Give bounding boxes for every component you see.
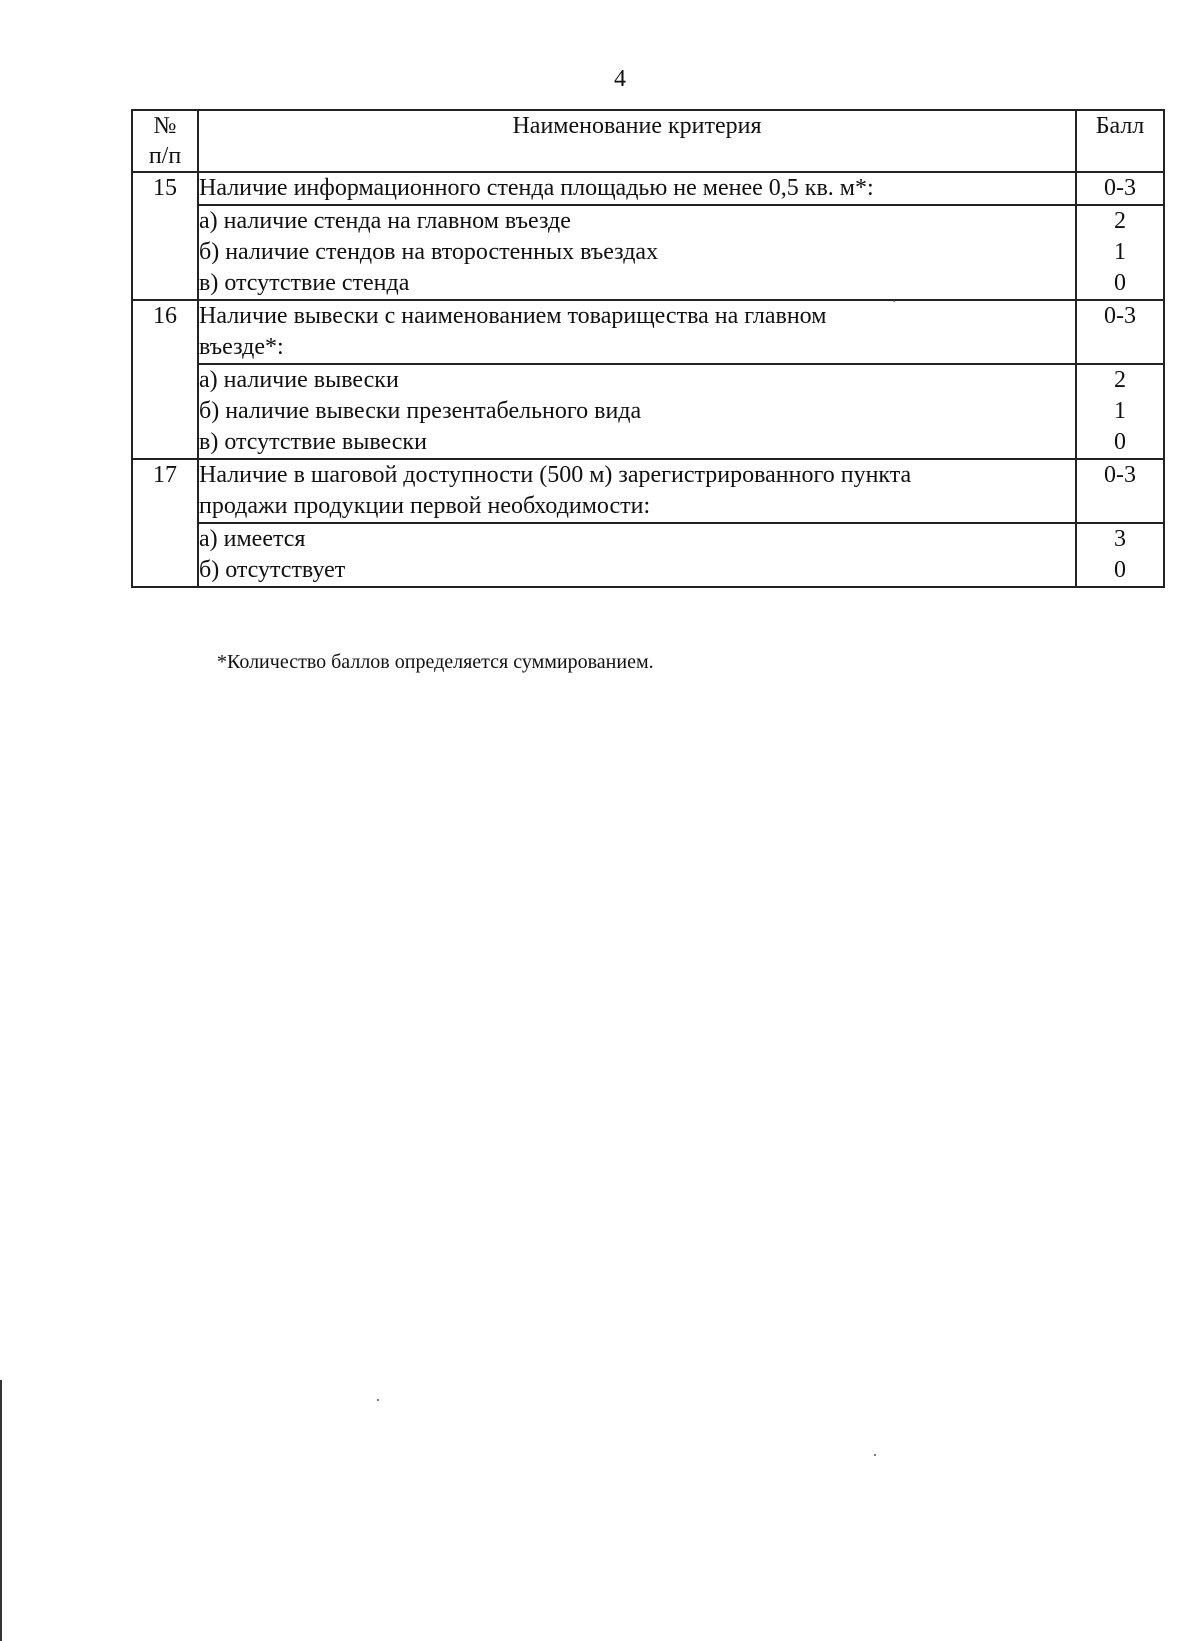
- header-number-abbrev: п/п: [148, 143, 182, 169]
- criterion-row: [132, 300, 1164, 364]
- criterion-text-line: въезде*:: [199, 334, 284, 360]
- score-range: 0-3: [1076, 459, 1164, 523]
- criterion-text-line: Наличие в шаговой доступности (500 м) зарегистрированного пункта: [199, 462, 912, 488]
- option-score: 0: [1114, 557, 1126, 583]
- table-header-row: [132, 110, 1164, 172]
- criterion-options-row: [132, 523, 1164, 587]
- criteria-table: [131, 109, 1165, 588]
- option-score: 1: [1114, 398, 1126, 424]
- criterion-options-row: [132, 205, 1164, 300]
- option-label: а) наличие вывески: [199, 367, 399, 393]
- header-number-symbol: №: [153, 113, 177, 139]
- criterion-options-row: [132, 364, 1164, 459]
- criterion-title: [198, 172, 1076, 205]
- scan-speck: [874, 1454, 876, 1456]
- header-score: Балл: [1076, 110, 1164, 172]
- option-score: 0: [1114, 429, 1126, 455]
- option-label: б) наличие вывески презентабельного вида: [199, 398, 642, 424]
- header-criterion-name: Наименование критерия: [198, 110, 1076, 172]
- option-score: 1: [1114, 239, 1126, 265]
- criterion-text-line: продажи продукции первой необходимости:: [199, 493, 651, 519]
- option-score: 2: [1114, 367, 1126, 393]
- option-score: 2: [1114, 208, 1126, 234]
- criterion-text-line: Наличие вывески с наименованием товарищества на главном: [199, 303, 827, 329]
- criterion-title: [198, 459, 1076, 523]
- criterion-row: [132, 172, 1164, 205]
- options-list: [198, 364, 1076, 459]
- option-label: б) наличие стендов на второстенных въездах: [199, 239, 659, 265]
- score-range: 0-3: [1076, 300, 1164, 364]
- option-label: а) имеется: [199, 526, 306, 552]
- options-scores: [1076, 205, 1164, 300]
- row-number: 17: [132, 459, 198, 587]
- option-label: в) отсутствие стенда: [199, 270, 410, 296]
- row-number: 15: [132, 172, 198, 300]
- criterion-text-line: Наличие информационного стенда площадью не менее 0,5 кв. м*:: [199, 175, 874, 201]
- score-range: 0-3: [1076, 172, 1164, 205]
- options-list: [198, 205, 1076, 300]
- row-number: 16: [132, 300, 198, 459]
- header-number: [132, 110, 198, 172]
- option-score: 3: [1114, 526, 1126, 552]
- scan-speck: [377, 1399, 379, 1401]
- footnote: *Количество баллов определяется суммированием.: [217, 651, 654, 673]
- scan-edge-line: [0, 1380, 2, 1641]
- page-number: 4: [614, 66, 626, 92]
- options-scores: [1076, 523, 1164, 587]
- option-score: 0: [1114, 270, 1126, 296]
- option-label: а) наличие стенда на главном въезде: [199, 208, 571, 234]
- scan-speck: [893, 300, 895, 302]
- criterion-row: [132, 459, 1164, 523]
- options-scores: [1076, 364, 1164, 459]
- option-label: в) отсутствие вывески: [199, 429, 427, 455]
- criterion-title: [198, 300, 1076, 364]
- option-label: б) отсутствует: [199, 557, 346, 583]
- options-list: [198, 523, 1076, 587]
